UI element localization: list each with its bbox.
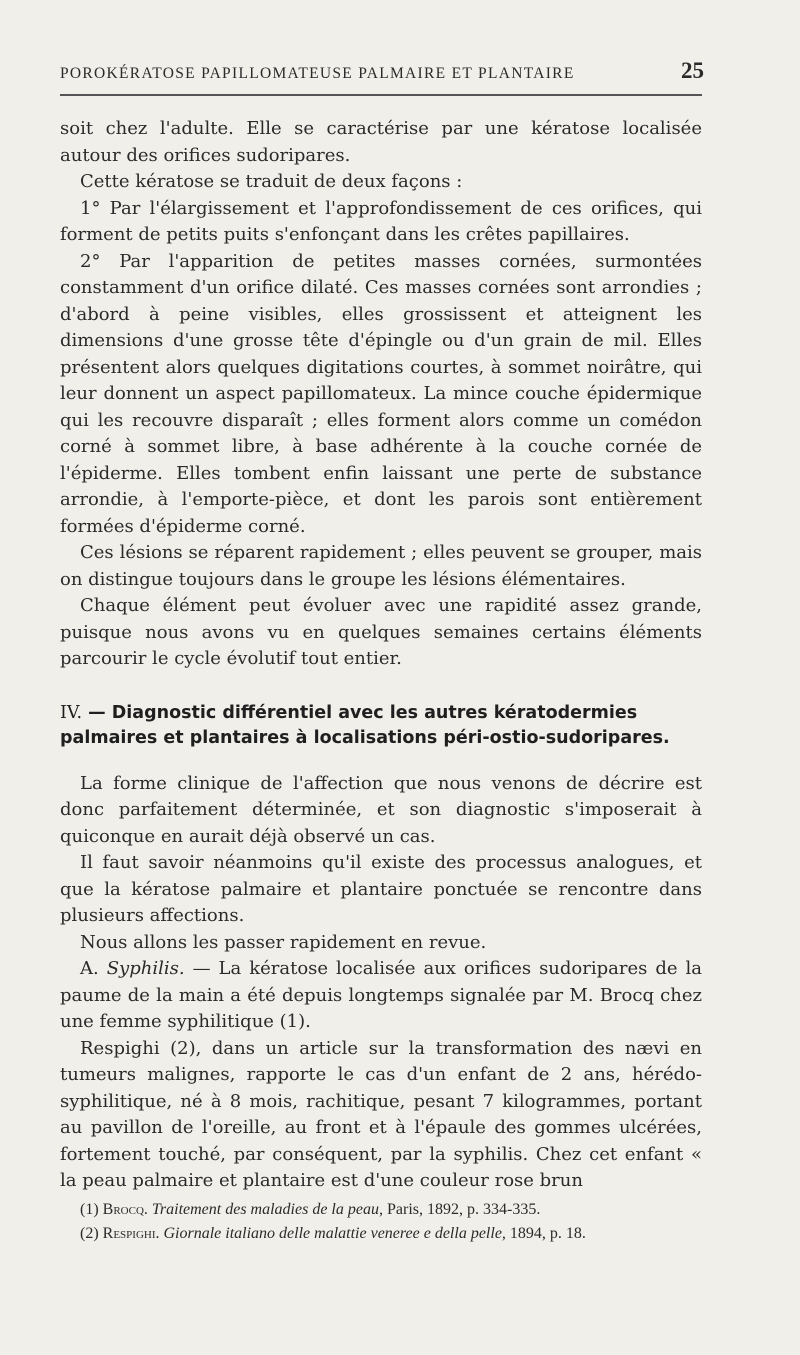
- running-title: POROKÉRATOSE PAPILLOMATEUSE PALMAIRE ET PLANTAIRE: [60, 65, 575, 82]
- footnote: [80, 1198, 700, 1222]
- section-numeral: IV.: [60, 702, 83, 723]
- footnote-author: Brocq.: [102, 1201, 148, 1218]
- paragraph: La forme clinique de l'affection que nous venons de décrire est donc parfaitement déterminée, et son diagnostic s'imposerait à quiconque en aurait déjà observé un cas.: [60, 772, 702, 847]
- footnote-rest: 1894, p. 18.: [509, 1225, 586, 1242]
- paragraph: Ces lésions se réparent rapidement ; elles peuvent se grouper, mais on distingue toujours dans le groupe les lésions élémentaires.: [60, 542, 702, 590]
- page-number: 25: [681, 58, 704, 83]
- paragraph: Nous allons les passer rapidement en revue.: [80, 931, 487, 953]
- paragraph: Il faut savoir néanmoins qu'il existe des processus analogues, et que la kératose palmaire et plantaire ponctuée se rencontre dans plusieurs affections.: [60, 852, 702, 926]
- footnote-title: Traitement des maladies de la peau,: [151, 1201, 383, 1218]
- footnote-number: (2): [80, 1225, 99, 1242]
- header-rule: [60, 94, 702, 96]
- paragraph: 1° Par l'élargissement et l'approfondissement de ces orifices, qui forment de petits puits s'enfonçant dans les crêtes papillaires.: [60, 197, 702, 245]
- footnotes: [80, 1198, 700, 1246]
- section-heading: [60, 701, 702, 751]
- paragraph: Respighi (2), dans un article sur la transformation des nævi en tumeurs malignes, rapporte le cas d'un enfant de 2 ans, hérédo-syphilitique, né à 8 mois, rachitique, pesant 7 kilogrammes, portant au pavillon de l'oreille, au front et à l'épaule des gommes ulcérées, fortement touché, par conséquent, par la syphilis. Chez cet enfant « la peau palmaire et plantaire est d'une couleur rose brun: [60, 1037, 702, 1191]
- footnote-title: Giornale italiano delle malattie veneree e della pelle,: [163, 1225, 506, 1242]
- subsection-title: Syphilis.: [106, 958, 185, 979]
- subsection-text: — La kératose localisée aux orifices sudoripares de la paume de la main a été depuis longtemps signalée par M. Brocq chez une femme syphilitique (1).: [60, 958, 702, 1032]
- paragraph: 2° Par l'apparition de petites masses cornées, surmontées constamment d'un orifice dilaté. Ces masses cornées sont arrondies ; d'abord à peine visibles, elles grossissent et atteignent les dimensions d'une grosse tête d'épingle ou d'un grain de mil. Elles présentent alors quelques digitations courtes, à sommet noirâtre, qui leur donnent un aspect papillomateux. La mince couche épidermique qui les recouvre disparaît ; elles forment alors comme un comédon corné à sommet libre, à base adhérente à la couche cornée de l'épiderme. Elles tombent enfin laissant une perte de substance arrondie, à l'emporte-pièce, et dont les parois sont entièrement formées d'épiderme corné.: [60, 250, 702, 537]
- subsection-label: A.: [80, 958, 99, 979]
- paragraph: soit chez l'adulte. Elle se caractérise par une kératose localisée autour des orifices sudoripares.: [60, 118, 702, 166]
- paragraph: Cette kératose se traduit de deux façons :: [80, 171, 463, 192]
- syphilis-paragraph: [60, 956, 702, 1036]
- footnote-author: Respighi.: [102, 1225, 160, 1242]
- running-header: [60, 58, 702, 84]
- footnote-rest: Paris, 1892, p. 334-335.: [386, 1201, 541, 1218]
- paragraph: Chaque élément peut évoluer avec une rapidité assez grande, puisque nous avons vu en quelques semaines certains éléments parcourir le cycle évolutif tout entier.: [60, 595, 702, 669]
- section-dash: —: [88, 702, 106, 723]
- section-title: Diagnostic différentiel avec les autres kératodermies palmaires et plantaires à localisations péri-ostio-sudoripares.: [60, 702, 670, 748]
- footnote: [80, 1222, 700, 1246]
- footnote-number: (1): [80, 1201, 99, 1218]
- body-text: [60, 116, 702, 1195]
